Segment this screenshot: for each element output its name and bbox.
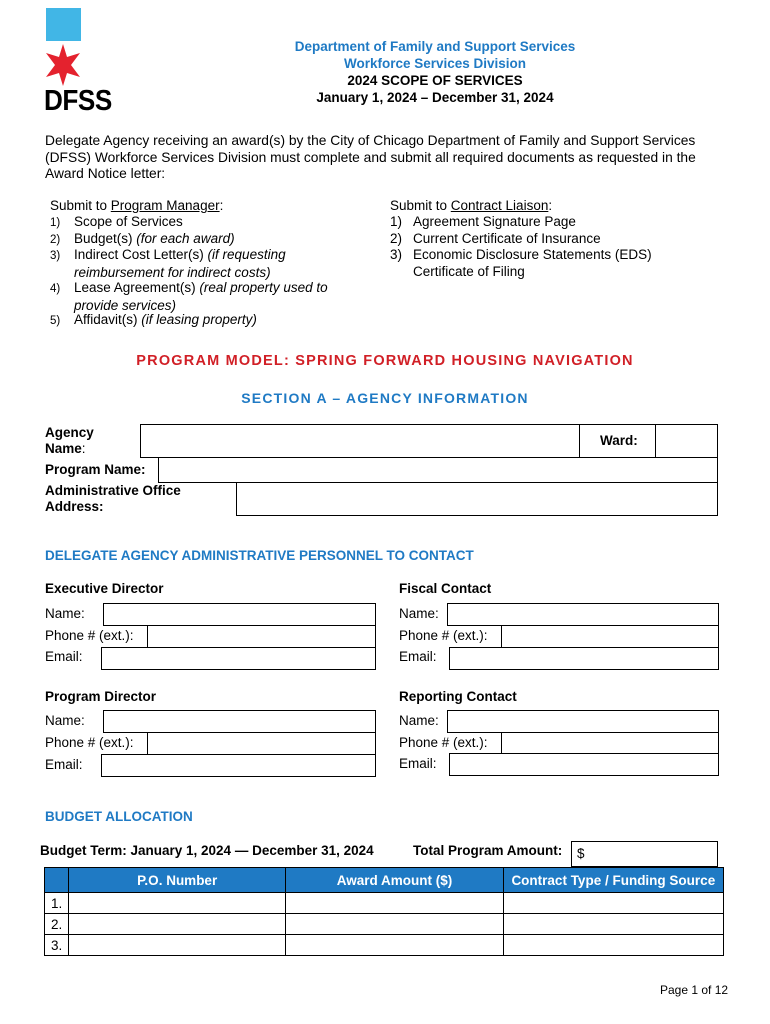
program-model-title: PROGRAM MODEL: SPRING FORWARD HOUSING NAVIGATION	[136, 353, 634, 369]
award-amount-cell[interactable]	[286, 893, 503, 914]
document-header	[200, 38, 670, 106]
budget-table	[44, 867, 724, 956]
exec-name-label: Name:	[45, 606, 85, 621]
logo-text: DFSS	[44, 85, 112, 117]
column-header: Contract Type / Funding Source	[503, 868, 723, 893]
contract-type-cell[interactable]	[503, 935, 723, 956]
pd-email-input[interactable]	[101, 754, 376, 777]
dfss-logo	[44, 8, 112, 117]
table-row	[45, 914, 724, 935]
fiscal-name-label: Name:	[399, 606, 439, 621]
page-number: Page 1 of 12	[660, 983, 729, 997]
exec-email-input[interactable]	[101, 647, 376, 670]
list-item: 3) Indirect Cost Letter(s) (if requesting reimbursement for indirect costs)	[50, 247, 286, 280]
exec-phone-input[interactable]	[147, 625, 376, 648]
rc-email-label: Email:	[399, 756, 437, 771]
address-input[interactable]	[236, 482, 718, 516]
ward-input-divider	[655, 424, 656, 458]
budget-term: Budget Term: January 1, 2024 — December 31, 2024	[40, 843, 374, 858]
table-row	[45, 893, 724, 914]
ward-label: Ward:	[600, 433, 638, 448]
budget-table-header	[45, 868, 724, 893]
chicago-star-icon	[44, 44, 82, 86]
fiscal-name-input[interactable]	[447, 603, 719, 626]
row-number: 3.	[45, 935, 69, 956]
fiscal-email-input[interactable]	[449, 647, 719, 670]
rc-phone-input[interactable]	[501, 732, 719, 755]
header-scope: 2024 SCOPE OF SERVICES	[347, 73, 523, 88]
rc-email-input[interactable]	[449, 753, 719, 776]
award-amount-cell[interactable]	[286, 935, 503, 956]
total-program-amount-input[interactable]: $	[571, 841, 718, 867]
column-header: Award Amount ($)	[286, 868, 503, 893]
fiscal-phone-input[interactable]	[501, 625, 719, 648]
rc-name-label: Name:	[399, 713, 439, 728]
table-row	[45, 935, 724, 956]
section-a-title: SECTION A – AGENCY INFORMATION	[241, 390, 529, 406]
row-number: 1.	[45, 893, 69, 914]
logo-square	[46, 8, 81, 41]
exec-name-input[interactable]	[103, 603, 376, 626]
po-number-cell[interactable]	[69, 935, 286, 956]
list-item: 5) Affidavit(s) (if leasing property)	[50, 312, 257, 327]
list-item: 3) Economic Disclosure Statements (EDS) Certificate of Filing	[390, 247, 652, 279]
ward-input[interactable]	[579, 424, 718, 458]
program-name-input[interactable]	[158, 457, 718, 483]
contract-type-cell[interactable]	[503, 914, 723, 935]
budget-heading: BUDGET ALLOCATION	[45, 809, 193, 824]
fiscal-contact-title: Fiscal Contact	[399, 581, 492, 596]
program-director-title: Program Director	[45, 689, 157, 704]
row-number: 2.	[45, 914, 69, 935]
agency-name-input[interactable]	[140, 424, 580, 458]
po-number-cell[interactable]	[69, 914, 286, 935]
executive-director-title: Executive Director	[45, 581, 164, 596]
list-item: 1) Agreement Signature Page	[390, 214, 576, 229]
address-label: Administrative Office Address:	[45, 483, 181, 514]
program-name-label: Program Name:	[45, 462, 146, 477]
award-amount-cell[interactable]	[286, 914, 503, 935]
list-item: 4) Lease Agreement(s) (real property used to provide services)	[50, 280, 328, 313]
list-item: 2) Current Certificate of Insurance	[390, 231, 601, 246]
rc-phone-label: Phone # (ext.):	[399, 735, 488, 750]
list-item: 1) Scope of Services	[50, 214, 183, 229]
exec-phone-label: Phone # (ext.):	[45, 628, 134, 643]
pd-name-label: Name:	[45, 713, 85, 728]
pd-phone-input[interactable]	[147, 732, 376, 755]
header-division: Workforce Services Division	[343, 56, 527, 71]
reporting-contact-title: Reporting Contact	[399, 689, 517, 704]
header-dates: January 1, 2024 – December 31, 2024	[316, 90, 554, 105]
contract-type-cell[interactable]	[503, 893, 723, 914]
total-program-amount-label: Total Program Amount:	[413, 843, 563, 858]
pd-phone-label: Phone # (ext.):	[45, 735, 134, 750]
personnel-heading: DELEGATE AGENCY ADMINISTRATIVE PERSONNEL TO CONTACT	[45, 548, 474, 563]
column-header: P.O. Number	[69, 868, 286, 893]
list-item: 2) Budget(s) (for each award)	[50, 231, 235, 246]
agency-name-label: Agency Name:	[45, 425, 94, 456]
fiscal-phone-label: Phone # (ext.):	[399, 628, 488, 643]
rc-name-input[interactable]	[447, 710, 719, 733]
exec-email-label: Email:	[45, 649, 83, 664]
pd-email-label: Email:	[45, 757, 83, 772]
intro-paragraph: Delegate Agency receiving an award(s) by the City of Chicago Department of Family and Support Services (DFSS) Workforce Services Division must complete and submit all required documents as requested in the Award Notice letter:	[45, 133, 696, 181]
pd-name-input[interactable]	[103, 710, 376, 733]
fiscal-email-label: Email:	[399, 649, 437, 664]
header-department: Department of Family and Support Services	[294, 39, 576, 54]
po-number-cell[interactable]	[69, 893, 286, 914]
program-manager-heading: Submit to Program Manager:	[50, 198, 224, 213]
contract-liaison-heading: Submit to Contract Liaison:	[390, 198, 553, 213]
